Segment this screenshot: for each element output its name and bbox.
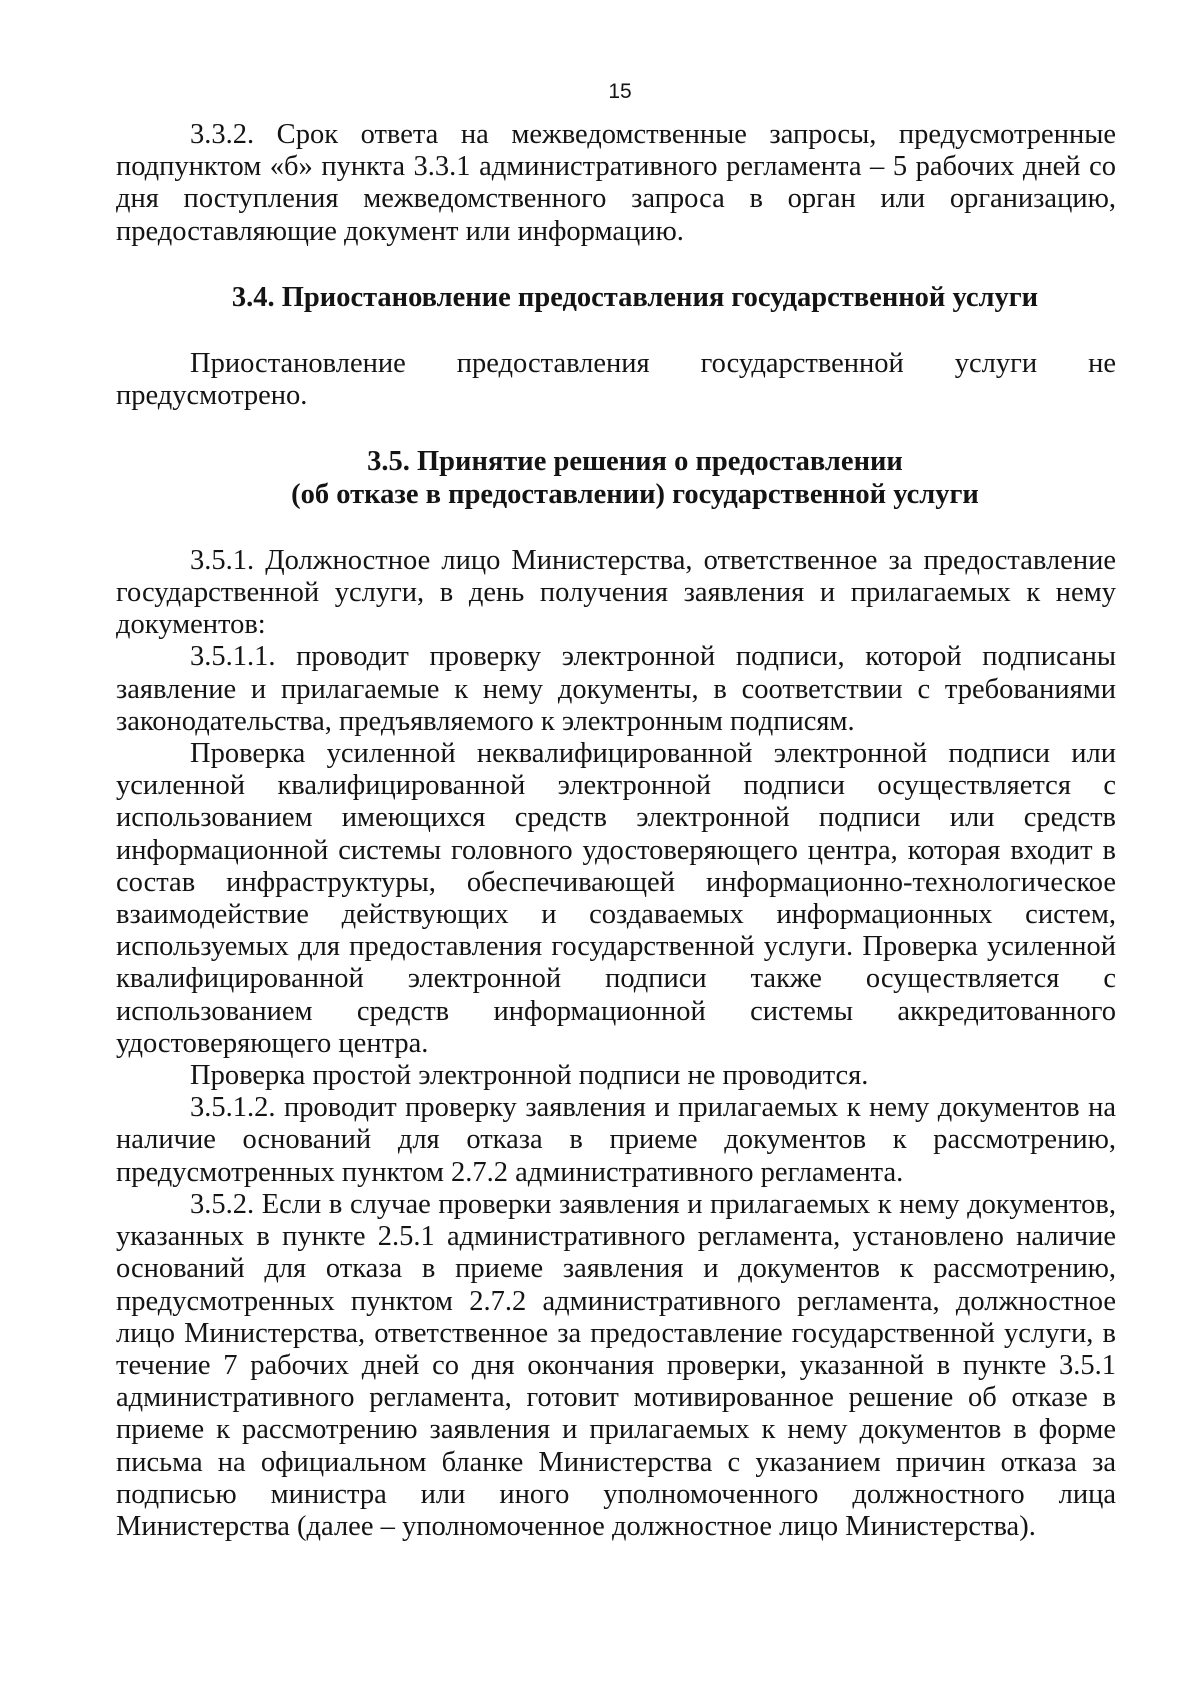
section-heading-3-5-line-1: 3.5. Принятие решения о предоставлении (367, 446, 903, 478)
paragraph-3-5-1-1: 3.5.1.1. проводит проверку электронной подписи, которой подписаны заявление и прилагаемые к нему документы, в соответствии с требованиями законодательства, предъявляемого к электронным подписям. (116, 641, 1116, 737)
paragraph-signature-check-simple: Проверка простой электронной подписи не проводится. (190, 1060, 869, 1092)
paragraph-3-5-2: 3.5.2. Если в случае проверки заявления и прилагаемых к нему документов, указанных в пункте 2.5.1 административного регламента, установлено наличие оснований для отказа в приеме заявления и документов к рассмотрению, предусмотренных пунктом 2.7.2 административного регламента, должностное лицо Министерства, ответственное за предоставление государственной услуги, в течение 7 рабочих дней со дня окончания проверки, указанной в пункте 3.5.1 административного регламента, готовит мотивированное решение об отказе в приеме к рассмотрению заявления и прилагаемых к нему документов в форме письма на официальном бланке Министерства с указанием причин отказа за подписью министра или иного уполномоченного должностного лица Министерства (далее – уполномоченное должностное лицо Министерства). (116, 1188, 1116, 1542)
document-body (116, 119, 1116, 1543)
section-heading-3-5-line-2: (об отказе в предоставлении) государственной услуги (291, 478, 979, 510)
paragraph-3-4: Приостановление предоставления государственной услуги не предусмотрено. (116, 348, 1116, 412)
page-number: 15 (608, 80, 632, 103)
paragraph-3-5-1: 3.5.1. Должностное лицо Министерства, ответственное за предоставление государственной услуги, в день получения заявления и прилагаемых к нему документов: (116, 544, 1116, 641)
paragraph-3-5-1-2: 3.5.1.2. проводит проверку заявления и прилагаемых к нему документов на наличие оснований для отказа в приеме документов к рассмотрению, предусмотренных пунктом 2.7.2 административного регламента. (116, 1092, 1116, 1188)
section-heading-3-4: 3.4. Приостановление предоставления государственной услуги (231, 281, 1039, 313)
paragraph-3-3-2: 3.3.2. Срок ответа на межведомственные запросы, предусмотренные подпунктом «б» пункта 3.3.1 административного регламента – 5 рабочих дней со дня поступления межведомственного запроса в орган или организацию, предоставляющие документ или информацию. (116, 119, 1116, 247)
paragraph-signature-check-enhanced: Проверка усиленной неквалифицированной электронной подписи или усиленной квалифицированной электронной подписи осуществляется с использованием имеющихся средств электронной подписи или средств информационной системы головного удостоверяющего центра, которая входит в состав инфраструктуры, обеспечивающей информационно-технологическое взаимодействие действующих и создаваемых информационных систем, используемых для предоставления государственной услуги. Проверка усиленной квалифицированной электронной подписи также осуществляется с использованием средств информационной системы аккредитованного удостоверяющего центра. (116, 738, 1116, 1059)
